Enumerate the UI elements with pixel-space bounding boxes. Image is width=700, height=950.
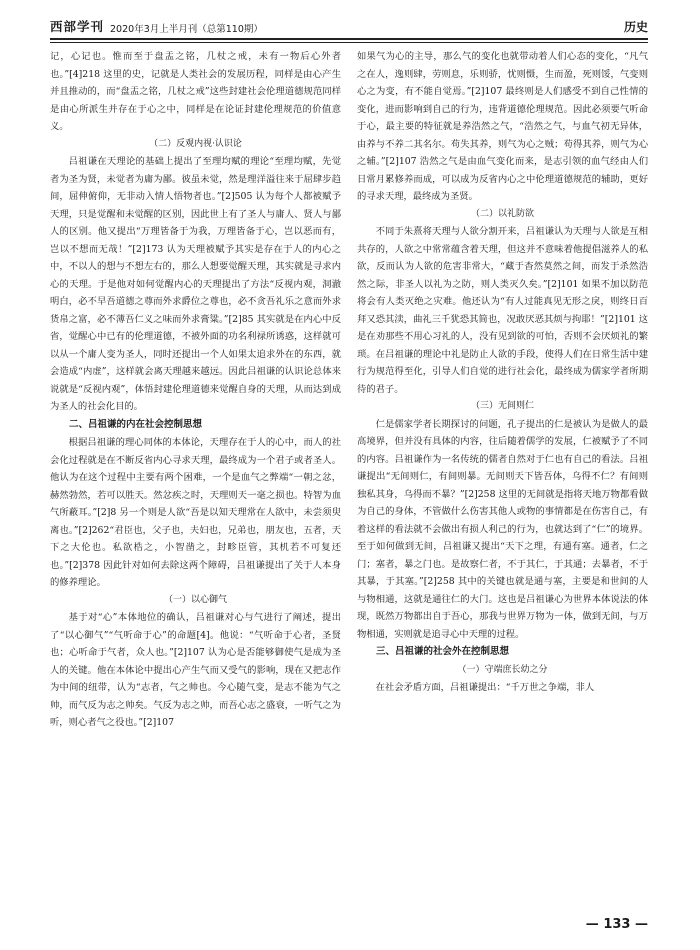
paragraph: 根据吕祖谦的理心同体的本体论，天理存在于人的心中，而人的社会化过程就是在不断反省内心寻求天理，最终成为一个君子或者圣人。他认为在这个过程中主要有两个困难，一个是血气之弊端“一朝之忿，赫然勃然，若可以胜天。然忿疾之时，天理则天一毫之损也。特智为血气所蔽耳。”[2]8 另一个则是人欲“吾是以知天理常在人欲中，未尝须臾离也。”[2]262“君臣也，父子也，夫妇也，兄弟也，朋友也，五者，天下之大伦也。私欲梏之，小智凿之，封畛臣管，其机若不可复还也。”[2]378 因此针对如何去除这两个障碍，吕祖谦提出了关于人本身的修养理论。 xyxy=(50,437,341,588)
paragraph: 不同于朱熹将天理与人欲分割开来，吕祖谦认为天理与人欲是互相共存的，人欲之中常常蕴含着天理，但这并不意味着他提倡滋养人的私欲，反而认为人欲的危害非常大，“藏于杳然莫然之间，而发于杀然浩然之际，非圣人以礼为之防，则人类灭久矣。”[2]101 如果不加以防范将会有人类灭绝之灾难。他还认为“有人过能真见无形之戾，则终日百拜又恐其渎，曲礼三千犹恐其简也，况敢厌恶其烦与拘耶！”[2]101 这是在劝那些不用心习礼的人，没有见到欲的可怕，否则不会厌烦礼的繁琐。在吕祖谦的理论中礼是防止人欲的手段，使得人们在日常生活中建行为规范得至化，引导人们自觉的进行社会化，最终成为儒家学者所期待的君子。 xyxy=(357,226,648,395)
paragraph: 吕祖谦在天理论的基础上提出了至理均赋的理论“至理均赋，先觉者为圣为贤，未觉者为庸为鄙。彼虽未觉，然是理洋溢往来于屈肆步趋间，屈伸俯仰，无非动入情人悟物者也。”[2]505 认为每个人都被赋予天理，只是觉醒和未觉醒的区别，因此世上有了圣人与庸人、贤人与鄙人的区别。他又提出“万理皆备于为我，万理皆备于心，岂以恶而有，岂以不想而无哉！”[2]173 认为天理被赋予其实是存在于人的内心之中，不以人的想与不想左右的，那么人想要觉醒天理，其实就是寻求内心的天理。于是他对如何觉醒内心的天理提出了方法“反视内观，洞澈明白，必不早吾道德之尊而外求爵位之尊也，必不贪吾礼乐之意而外求货帛之富，必不薄吾仁义之味而外求膏粱。”[2]85 其实就是在内心中反省，觉醒心中已有的伦理道德，不被外面的功名利禄所诱惑，这样就可以从一个庸人变为圣人，同时还提出一个人如果太追求外在的东西，就会造成“内虚”，这样就会离天理越来越远。因此吕祖谦的认识论总体来说就是“反视内观”，体悟封建伦理道德来觉醒自身的天理，从而达到成为圣人的社会化目的。 xyxy=(50,156,341,412)
page-header xyxy=(50,12,648,40)
section-heading: 三、吕祖谦的社会外在控制思想 xyxy=(376,646,510,657)
section-label: 历史 xyxy=(623,20,648,34)
left-column xyxy=(50,48,341,910)
paragraph-continued: 记，心记也。惟而至于盘盂之铭，几杖之戒，未有一物后心外者也。”[4]218 这里的史，记就是人类社会的发展历程，同样是由心产生并且推动的，而“盘盂之铭，几杖之戒”这些封建社会伦理道德规范同样是由心所派生并存在于心之中，同样是在论证封建伦理规范的价值意义。 xyxy=(50,51,341,132)
page-number: — 133 — xyxy=(585,917,648,932)
subsection-heading: （二）以礼防欲 xyxy=(470,208,534,219)
subsection-heading: （二）反观内视·认识论 xyxy=(149,138,242,149)
header-left xyxy=(50,17,263,38)
subsection-heading: （一）以心御气 xyxy=(163,594,227,605)
article-body xyxy=(50,48,648,910)
paragraph: 基于对“心”本体地位的确认，吕祖谦对心与气进行了阐述，提出了“以心御气”“气听命于心”的命题[4]。他说：“气听命于心者，圣贤也；心听命于气者，众人也。”[2]107 认为心是否能够御使气是成为圣人的关键。他在本体论中提出心产生气而又受气的影响，现在又把志作为中间的纽带，认为“志者，气之帅也。今心随气变，是志不能为气之帅，而气反为志之帅矣。气反为志之帅，而吾心志之盛衰，一听气之为听，则心者气之役也。”[2]107 xyxy=(50,612,341,728)
paragraph: 仁是儒家学者长期探讨的问题，孔子提出的仁是被认为是做人的最高境界，但并没有具体的内容，往后随着儒学的发展，仁被赋予了不同的内容。吕祖谦作为一名传统的儒者自然对于仁也有自己的看法。吕祖谦提出“无间则仁，有间则暴。无间则天下皆吾体，乌得不仁？有间则独私其身，乌得而不暴？”[2]258 这里的无间就是指将天地万物都看做为自己的身体，不管做什么伤害其他人或物的事情都是在伤害自己，有着这样的看法就不会做出有损人利己的行为，也就达到了“仁”的境界。至于如何做到无间，吕祖谦又提出“天下之理，有通有塞。通者，仁之门；塞者，暴之门也。是故察仁者，不于其仁，于其通；去暴者，不于其暴，于其塞。”[2]258 其中的关键也就是通与塞，主要是和世间的人与物相通，这就是通往仁的大门。这也是吕祖谦心为世界本体说法的体现，既然万物都出自于吾心，那我与世界万物为一体，做到无间，与万物相通，实则就是追寻心中天理的过程。 xyxy=(357,418,648,640)
subsection-heading: （一）守端庶长幼之分 xyxy=(457,664,548,675)
right-column xyxy=(357,48,648,910)
paragraph: 在社会矛盾方面，吕祖谦提出：“千万世之争端，非人 xyxy=(375,682,595,693)
subsection-heading: （三）无间则仁 xyxy=(470,401,534,411)
paragraph-continued: 如果气为心的主导，那么气的变化也就带动着人们心态的变化，“凡气之在人，逸则肆，劳则息，乐则骄，忧则慑，生而盈，死则馁，气变则心之为变，有不能自觉焉。”[2]107 最终则是人们感受不到自己性情的变化，进而影响到自己的行为，违背道德伦理规范。因此必须要气听命于心，最主要的特征就是养浩然之气，“浩然之气，与血气初无异体，由养与不养二其名尔。苟失其养，则气为心之贼；苟得其养，则气为心之辅。”[2]107 浩然之气是由血气变化而来，是志引领的血气经由人们日常月累修养而成，可以成为反省内心之中伦理道德规范的辅助，更好的寻求天理，最终成为圣贤。 xyxy=(357,51,648,202)
journal-title: 西部学刊 xyxy=(50,19,105,34)
section-heading: 二、吕祖谦的内在社会控制思想 xyxy=(69,418,203,430)
issue-info: 2020年3月上半月刊（总第110期） xyxy=(110,24,263,35)
